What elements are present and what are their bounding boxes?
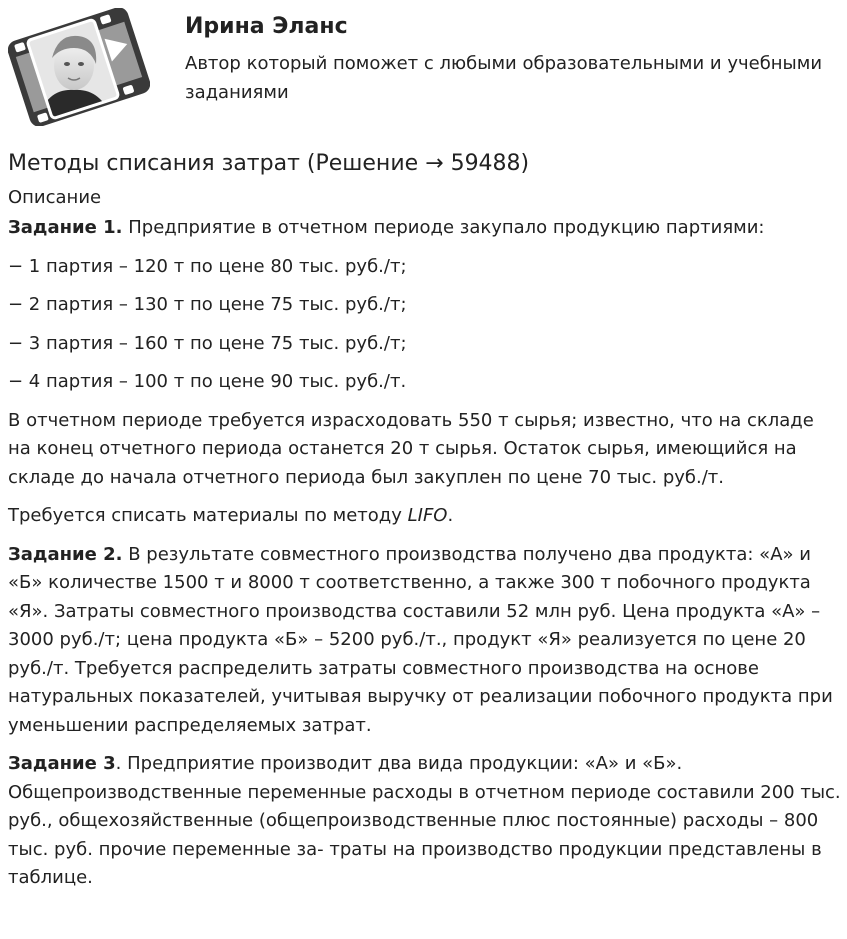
task1-label: Задание 1. xyxy=(8,217,123,238)
main-content xyxy=(8,148,842,903)
task2-paragraph xyxy=(8,541,842,741)
task1-batch-1: − 1 партия – 120 т по цене 80 тыс. руб./т; xyxy=(8,255,407,277)
task3-paragraph xyxy=(8,750,842,893)
task1-batch-2: − 2 партия – 130 т по цене 75 тыс. руб./т; xyxy=(8,294,407,315)
task1-requirement-suffix: . xyxy=(447,505,454,526)
task3-text: . Предприятие производит два вида продукции: «А» и «Б». Общепроизводственные переменные расходы в отчетном периоде составили 200 тыс. руб., общехозяйственные (общепроизводственные плюс постоянные) расходы – 800 тыс. руб. прочие переменные за- траты на производство продукции представлены в таблице. xyxy=(8,753,841,888)
author-avatar-icon[interactable] xyxy=(8,8,150,126)
section-label: Описание xyxy=(8,187,102,208)
task1-intro-text: Предприятие в отчетном периоде закупало продукцию партиями: xyxy=(122,217,765,238)
task1-requirement-method: LIFO xyxy=(407,505,448,526)
author-name[interactable]: Ирина Эланс xyxy=(185,14,348,39)
page-title: Методы списания затрат (Решение → 59488) xyxy=(8,151,530,176)
task1-paragraph: В отчетном периоде требуется израсходовать 550 т сырья; известно, что на складе на конец отчетного периода останется 20 т сырья. Остаток сырья, имеющийся на складе до начала отчетного периода был закуплен по цене 70 тыс. руб./т. xyxy=(8,409,814,488)
task2-text: В результате совместного производства получено два продукта: «А» и «Б» количестве 1500 т и 8000 т соответственно, а также 300 т побочного продукта «Я». Затраты совместного производства составили 52 млн руб. Цена продукта «А» – 3000 руб./т; цена продукта «Б» – 5200 руб./т., продукт «Я» реализуется по цене 20 руб./т. Требуется распределить затраты совместного производства на основе натуральных показателей, учитывая выручку от реализации побочного продукта при уменьшении распределяемых затрат. xyxy=(8,543,833,736)
task1-batch-3: − 3 партия – 160 т по цене 75 тыс. руб./т; xyxy=(8,332,407,354)
task1-requirement-prefix: Требуется списать материалы по методу xyxy=(8,505,408,526)
task1-requirement xyxy=(8,502,842,531)
task1-batch-4: − 4 партия – 100 т по цене 90 тыс. руб./т. xyxy=(8,371,407,392)
author-description: Автор который поможет с любыми образовательными и учебными заданиями xyxy=(185,53,823,103)
task3-label: Задание 3 xyxy=(8,753,116,774)
task2-label: Задание 2. xyxy=(8,543,123,565)
task1-intro xyxy=(8,214,842,243)
author-header xyxy=(0,0,847,140)
